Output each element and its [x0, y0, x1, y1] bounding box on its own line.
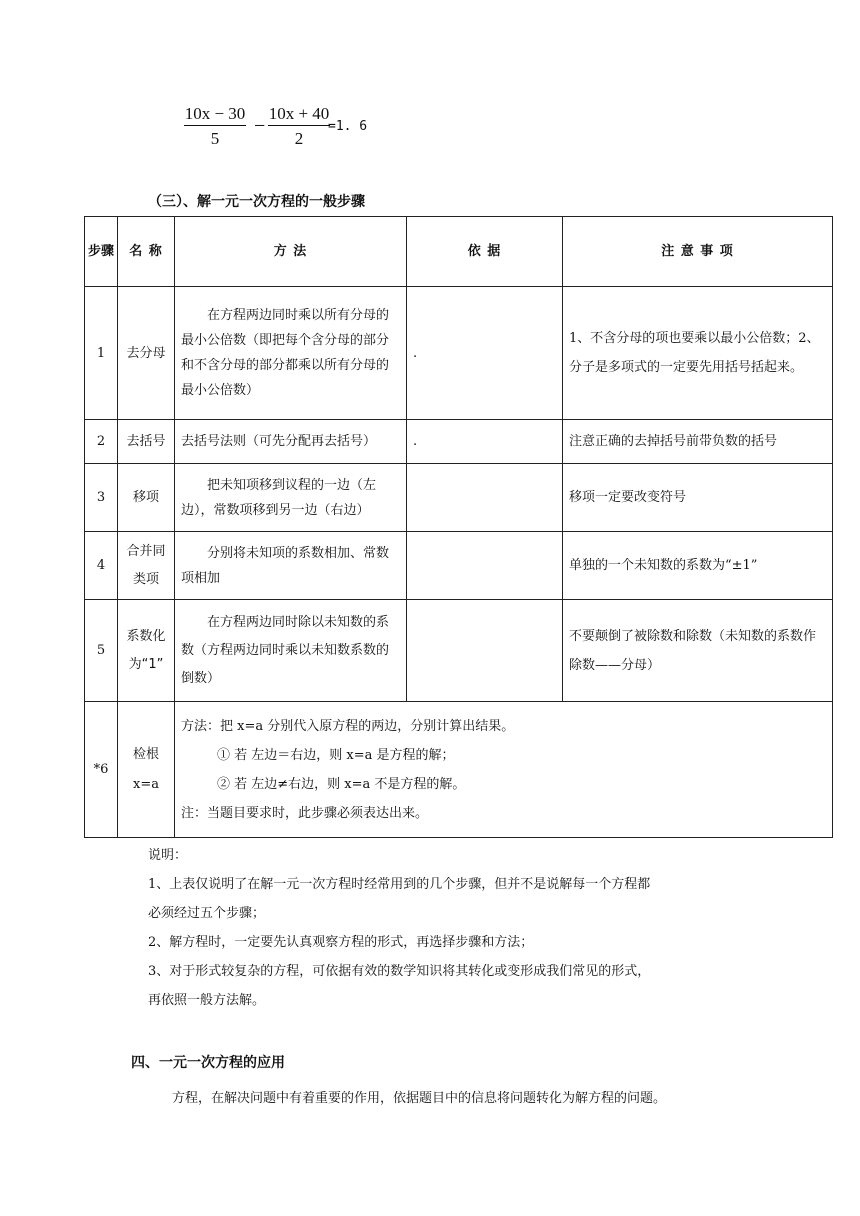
- fraction-2-denominator: 2: [294, 129, 304, 148]
- fraction-2: [268, 104, 330, 149]
- step-notes: 注意正确的去掉括号前带负数的括号: [563, 420, 833, 464]
- notes-line: 2、解方程时，一定要先认真观察方程的形式，再选择步骤和方法；: [148, 935, 534, 950]
- notes-line: 1、上表仅说明了在解一元一次方程时经常用到的几个步骤，但并不是说解每一个方程都: [148, 877, 651, 892]
- notes-line: 必须经过五个步骤；: [148, 906, 266, 921]
- notes-line: 再依照一般方法解。: [148, 993, 266, 1008]
- table-row: [85, 464, 833, 532]
- step-notes: 单独的一个未知数的系数为“±1”: [563, 532, 833, 600]
- step-name: 去括号: [118, 420, 175, 464]
- notes-section: [148, 848, 748, 1022]
- table-row-check: [85, 702, 833, 838]
- step-name: 移项: [118, 464, 175, 532]
- minus-sign: −: [254, 115, 266, 137]
- step-name-line1: 检根: [132, 746, 159, 762]
- section-3-title: （三）、解一元一次方程的一般步骤: [148, 194, 365, 210]
- steps-table: [84, 216, 833, 838]
- table-row: [85, 420, 833, 464]
- check-method-line: 方法：把 x=a 分别代入原方程的两边，分别计算出结果。: [181, 718, 515, 734]
- step-basis: .: [407, 420, 563, 464]
- step-basis: .: [407, 287, 563, 420]
- step-method: 分别将未知项的系数相加、常数项相加: [175, 532, 407, 600]
- fraction-2-numerator: 10x + 40: [268, 104, 330, 123]
- table-header-row: [85, 217, 833, 287]
- step-method: 把未知项移到议程的一边（左边），常数项移到另一边（右边）: [175, 464, 407, 532]
- fraction-1-numerator: 10x − 30: [184, 104, 246, 123]
- step-basis: [407, 532, 563, 600]
- table-row: [85, 600, 833, 702]
- step-name: 系数化为“1”: [118, 600, 175, 702]
- step-name: [118, 702, 175, 838]
- table-row: [85, 287, 833, 420]
- step-method: 去括号法则（可先分配再去括号）: [175, 420, 407, 464]
- section-4-paragraph: 方程，在解决问题中有着重要的作用，依据题目中的信息将问题转化为解方程的问题。: [172, 1091, 667, 1106]
- step-name-line2: x=a: [133, 776, 159, 792]
- equation-rhs: =1. 6: [328, 119, 368, 134]
- section-4-title: 四、一元一次方程的应用: [131, 1055, 285, 1071]
- header-notes: 注 意 事 项: [563, 217, 833, 287]
- step-notes: 不要颠倒了被除数和除数（未知数的系数作除数——分母）: [563, 600, 833, 702]
- fraction-1-denominator: 5: [210, 129, 220, 148]
- step-check-method: [175, 702, 833, 838]
- step-name: 合并同类项: [118, 532, 175, 600]
- step-name: 去分母: [118, 287, 175, 420]
- header-basis: 依 据: [407, 217, 563, 287]
- step-basis: [407, 464, 563, 532]
- step-number: 2: [85, 420, 118, 464]
- check-note: 注：当题目要求时，此步骤必须表达出来。: [181, 805, 429, 821]
- step-number: *6: [85, 702, 118, 838]
- fraction-1: [184, 104, 246, 149]
- step-method: 在方程两边同时除以未知数的系数（方程两边同时乘以未知数系数的倒数）: [175, 600, 407, 702]
- step-method: 在方程两边同时乘以所有分母的最小公倍数（即把每个含分母的部分和不含分母的部分都乘以所有分母的最小公倍数）: [175, 287, 407, 420]
- step-notes: 移项一定要改变符号: [563, 464, 833, 532]
- step-number: 1: [85, 287, 118, 420]
- notes-line: 3、对于形式较复杂的方程，可依据有效的数学知识将其转化或变形成我们常见的形式，: [148, 964, 651, 979]
- check-rule-1: ① 若 左边＝右边，则 x=a 是方程的解；: [217, 747, 455, 763]
- table-row: [85, 532, 833, 600]
- step-basis: [407, 600, 563, 702]
- notes-title: 说明：: [148, 848, 188, 863]
- header-method: 方 法: [175, 217, 407, 287]
- step-number: 3: [85, 464, 118, 532]
- check-rule-2: ② 若 左边≠右边，则 x=a 不是方程的解。: [217, 776, 466, 792]
- header-name: 名 称: [118, 217, 175, 287]
- step-number: 4: [85, 532, 118, 600]
- step-number: 5: [85, 600, 118, 702]
- step-notes: 1、不含分母的项也要乘以最小公倍数；2、分子是多项式的一定要先用括号括起来。: [563, 287, 833, 420]
- header-step: 步骤: [85, 217, 118, 287]
